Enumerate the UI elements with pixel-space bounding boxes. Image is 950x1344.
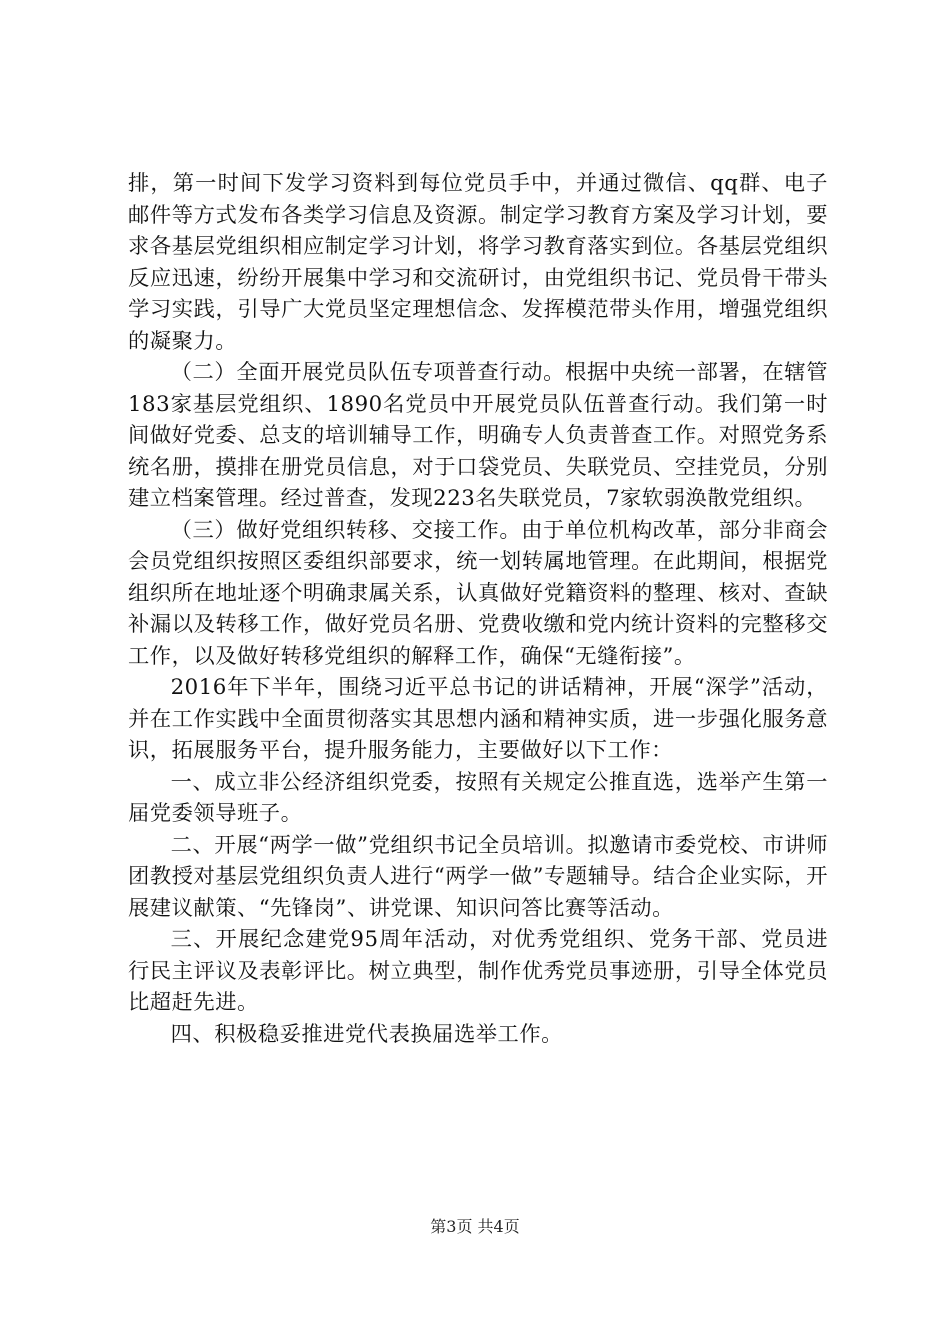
paragraph-item-one: 一、成立非公经济组织党委，按照有关规定公推直选，选举产生第一届党委领导班子。: [128, 769, 828, 826]
page-footer: 第3页 共4页: [430, 1217, 520, 1236]
paragraph-section-two: （二）全面开展党员队伍专项普查行动。根据中央统一部署，在辖管183家基层党组织、1890名党员中开展党员队伍普查行动。我们第一时间做好党委、总支的培训辅导工作，明确专人负责普查工作。对照党务系统名册，摸排在册党员信息，对于口袋党员、失联党员、空挂党员，分别建立档案管理。经过普查，发现223名失联党员，7家软弱涣散党组织。: [128, 360, 828, 511]
paragraph-second-half-2016: 2016年下半年，围绕习近平总书记的讲话精神，开展“深学”活动，并在工作实践中全面贯彻落实其思想内涵和精神实质，进一步强化服务意识，拓展服务平台，提升服务能力，主要做好以下工作：: [128, 675, 828, 763]
document-body: [128, 168, 828, 1050]
paragraph-item-four: 四、积极稳妥推进党代表换届选举工作。: [170, 1021, 563, 1047]
paragraph-item-three: 三、开展纪念建党95周年活动，对优秀党组织、党务干部、党员进行民主评议及表彰评比。树立典型，制作优秀党员事迹册，引导全体党员比超赶先进。: [128, 927, 828, 1015]
paragraph-section-three: （三）做好党组织转移、交接工作。由于单位机构改革，部分非商会会员党组织按照区委组织部要求，统一划转属地管理。在此期间，根据党组织所在地址逐个明确隶属关系，认真做好党籍资料的整理、核对、查缺补漏以及转移工作，做好党员名册、党费收缴和党内统计资料的完整移交工作，以及做好转移党组织的解释工作，确保“无缝衔接”。: [128, 517, 828, 669]
paragraph-continuation: 排，第一时间下发学习资料到每位党员手中，并通过微信、qq群、电子邮件等方式发布各类学习信息及资源。制定学习教育方案及学习计划，要求各基层党组织相应制定学习计划，将学习教育落实到位。各基层党组织反应迅速，纷纷开展集中学习和交流研讨，由党组织书记、党员骨干带头学习实践，引导广大党员坚定理想信念、发挥模范带头作用，增强党组织的凝聚力。: [128, 171, 828, 354]
paragraph-item-two: 二、开展“两学一做”党组织书记全员培训。拟邀请市委党校、市讲师团教授对基层党组织负责人进行“两学一做”专题辅导。结合企业实际，开展建议献策、“先锋岗”、讲党课、知识问答比赛等活动。: [128, 832, 828, 921]
